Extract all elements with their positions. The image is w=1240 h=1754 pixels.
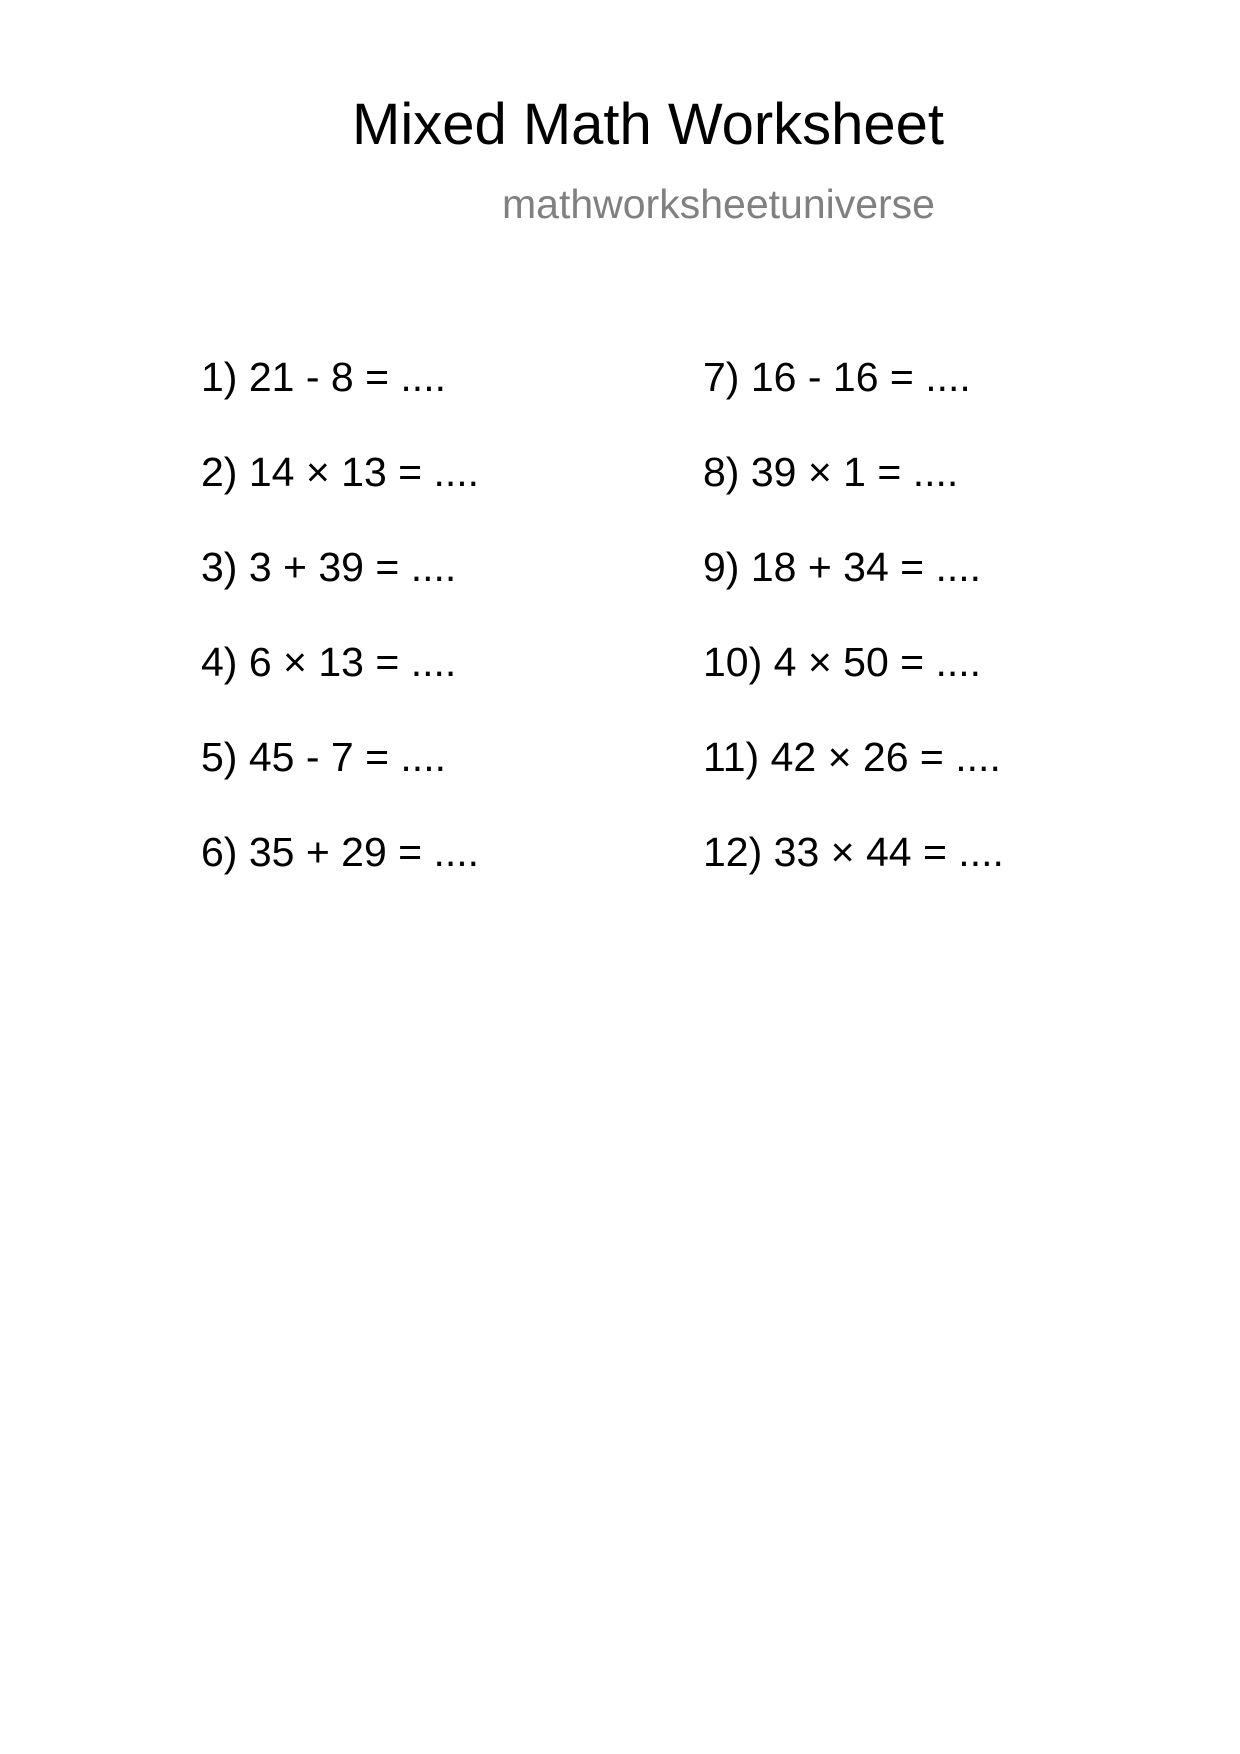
problem-10: 10) 4 × 50 = .... <box>703 639 982 685</box>
problem-8: 8) 39 × 1 = .... <box>703 449 959 495</box>
problem-11: 11) 42 × 26 = .... <box>703 734 1001 780</box>
problem-12: 12) 33 × 44 = .... <box>703 829 1004 875</box>
problem-list <box>201 352 1004 922</box>
problem-6: 6) 35 + 29 = .... <box>201 829 480 875</box>
problem-3: 3) 3 + 39 = .... <box>201 544 457 590</box>
problem-5: 5) 45 - 7 = .... <box>201 734 446 780</box>
problem-9: 9) 18 + 34 = .... <box>703 544 982 590</box>
problem-4: 4) 6 × 13 = .... <box>201 639 457 685</box>
problem-1: 1) 21 - 8 = .... <box>201 354 446 400</box>
problem-2: 2) 14 × 13 = .... <box>201 449 480 495</box>
worksheet-subtitle: mathworksheetuniverse <box>502 181 935 227</box>
problem-7: 7) 16 - 16 = .... <box>703 354 971 400</box>
worksheet-title: Mixed Math Worksheet <box>352 92 945 157</box>
